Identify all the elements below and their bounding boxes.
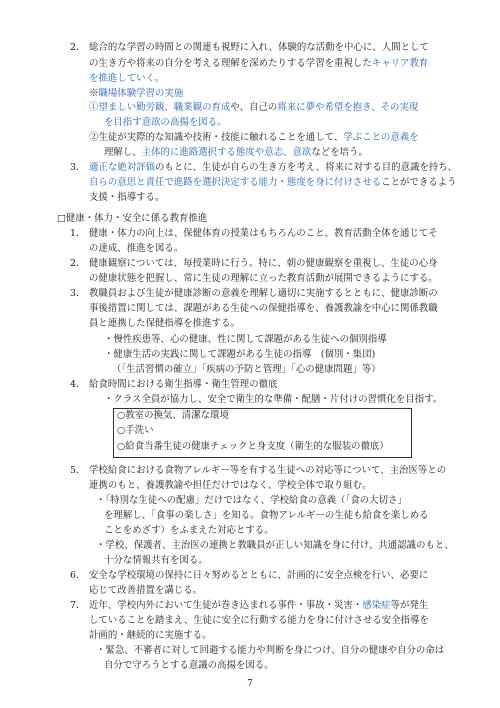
item-2-line-3: を推進していく。 xyxy=(89,73,165,84)
health-3-bullet-1: ・慢性疾患等、心の健康、性に関して課題がある生徒への個別指導 xyxy=(104,334,387,345)
health-5-bullet-1-cont-1: を理解し、「食事の楽しさ」を知る。食物アレルギーの生徒も給食を楽しめる xyxy=(104,510,429,521)
page-number: 7 xyxy=(247,679,253,689)
item-3-line-3: 支援・指導する。 xyxy=(89,192,165,203)
career-education-link-text: キャリア教育 xyxy=(371,58,429,69)
note-item-2-cont: 理解し、主体的に進路選択する態度や意志、意欲などを培う。 xyxy=(104,147,368,158)
health-2-line-2: の健康状態を把握し、常に生徒の理解に立った教育活動が展開できるようにする。 xyxy=(89,273,438,284)
health-7-bullet-1: ・緊急、不審者に対して回避する能力や判断を身につけ、自分の健康や自分の命は xyxy=(96,645,445,656)
health-3-line-1: 教職員および生徒が健康診断の意義を理解し適切に実施するとともに、健康診断の xyxy=(89,288,438,299)
health-6-number: 6． xyxy=(70,570,86,581)
note-item-2: ②生徒が実際的な知識や技術・技能に触れることを通して、学ぶことの意義を xyxy=(89,132,419,143)
health-1-line-2: の達成、推進を図る。 xyxy=(89,243,184,254)
item-2-line-2: の生き方や将来の自分を考える理解を深めたりする学習を重視したキャリア教育 xyxy=(89,58,429,69)
item-3-number: 3． xyxy=(70,162,86,173)
health-3-line-2: 事後措置に関しては、課題がある生徒への保健指導を、養護教諭を中心に関係教職 xyxy=(89,303,438,314)
note-item-1: ①望ましい勤労観、職業観の育成や、自己の将来に夢や希望を抱き、その実現 xyxy=(89,102,419,113)
item-2-line-1: 総合的な学習の時間との関連も視野に入れ、体験的な活動を中心に、人間として xyxy=(89,42,429,53)
health-3-bullet-3: （「生活習慣の確立」「疾病の予防と管理」「心の健康問題」等） xyxy=(112,364,381,375)
health-7-bullet-1-cont: 自分で守ろうとする意識の高揚を図る。 xyxy=(104,660,274,671)
health-1-line-1: 健康・体力の向上は、保健体育の授業はもちろんのこと、教育活動全体を通じてそ xyxy=(89,228,438,239)
health-1-number: 1． xyxy=(70,228,86,239)
health-2-line-1: 健康観察については、毎授業時に行う。特に、朝の健康観察を重視し、生徒の心身 xyxy=(89,258,438,269)
health-7-line-3: 計画的・継続的に実施する。 xyxy=(89,630,212,641)
hygiene-item-1: ○教室の換気、清潔な環境 xyxy=(117,410,229,421)
health-6-line-1: 安全な学校環境の保持に日々努めるとともに、計画的に安全点検を行い、必要に xyxy=(89,570,429,581)
health-3-number: 3． xyxy=(70,288,86,299)
health-6-line-2: 応じて改善措置を講じる。 xyxy=(89,585,203,596)
health-4-bullet-1: ・クラス全員が協力し、安全で衛生的な準備・配膳・片付けの習慣化を目指す。 xyxy=(104,394,443,405)
health-5-bullet-1-cont-2: ことをめざす）をふまえた対応とする。 xyxy=(104,525,274,536)
health-5-bullet-2: ・学校、保護者、主治医の連携と教職員が正しい知識を身に付け、共通認識のもと、 xyxy=(96,540,454,551)
health-3-line-3: 員と連携した保健指導を推進する。 xyxy=(89,318,240,329)
health-4-number: 4． xyxy=(70,379,86,390)
note-heading: ※職場体験学習の実施 xyxy=(89,88,184,99)
health-7-number: 7． xyxy=(70,600,86,611)
health-7-line-1: 近年、学校内外において生徒が巻き込まれる事件・事故・災害・感染症等が発生 xyxy=(89,600,429,611)
hygiene-item-3: ○給食当番生徒の健康チェックと身支度（衛生的な服装の徹底） xyxy=(117,441,389,452)
item-3-line-2: 自らの意思と責任で進路を選択決定する能力・態度を身に付けさせることができるよう xyxy=(89,177,457,188)
note-item-1-cont: を目指す意欲の高揚を図る。 xyxy=(104,117,227,128)
hygiene-item-2: ○手洗い xyxy=(117,425,154,436)
health-5-line-2: 連携のもと、養護教諭や担任だけではなく、学校全体で取り組む。 xyxy=(89,480,372,491)
health-5-number: 5． xyxy=(70,465,86,476)
health-5-line-1: 学校給食における食物アレルギー等を有する生徒への対応等について、主治医等との xyxy=(89,465,447,476)
item-3-line-1: 適正な絶対評価のもとに、生徒が自らの生き方を考え、将来に対する目的意識を持ち、 xyxy=(89,162,458,173)
health-4-line-1: 給食時間における衛生指導・衛生管理の徹底 xyxy=(89,379,278,390)
item-2-number: 2． xyxy=(70,42,86,53)
health-5-bullet-2-cont: 十分な情報共有を図る。 xyxy=(104,555,208,566)
section-heading: □健康・体力・安全に係る教育推進 xyxy=(57,213,208,224)
health-2-number: 2． xyxy=(70,258,86,269)
health-5-bullet-1: ・「特別な生徒への配慮」だけではなく、学校給食の意義（「食の大切さ」 xyxy=(96,495,407,506)
health-3-bullet-2: ・健康生活の実践に関して課題がある生徒の指導 (個別・集団) xyxy=(104,349,376,360)
health-7-line-2: していることを踏まえ、生徒に安全に行動する能力を身に付けさせる安全指導を xyxy=(89,615,429,626)
